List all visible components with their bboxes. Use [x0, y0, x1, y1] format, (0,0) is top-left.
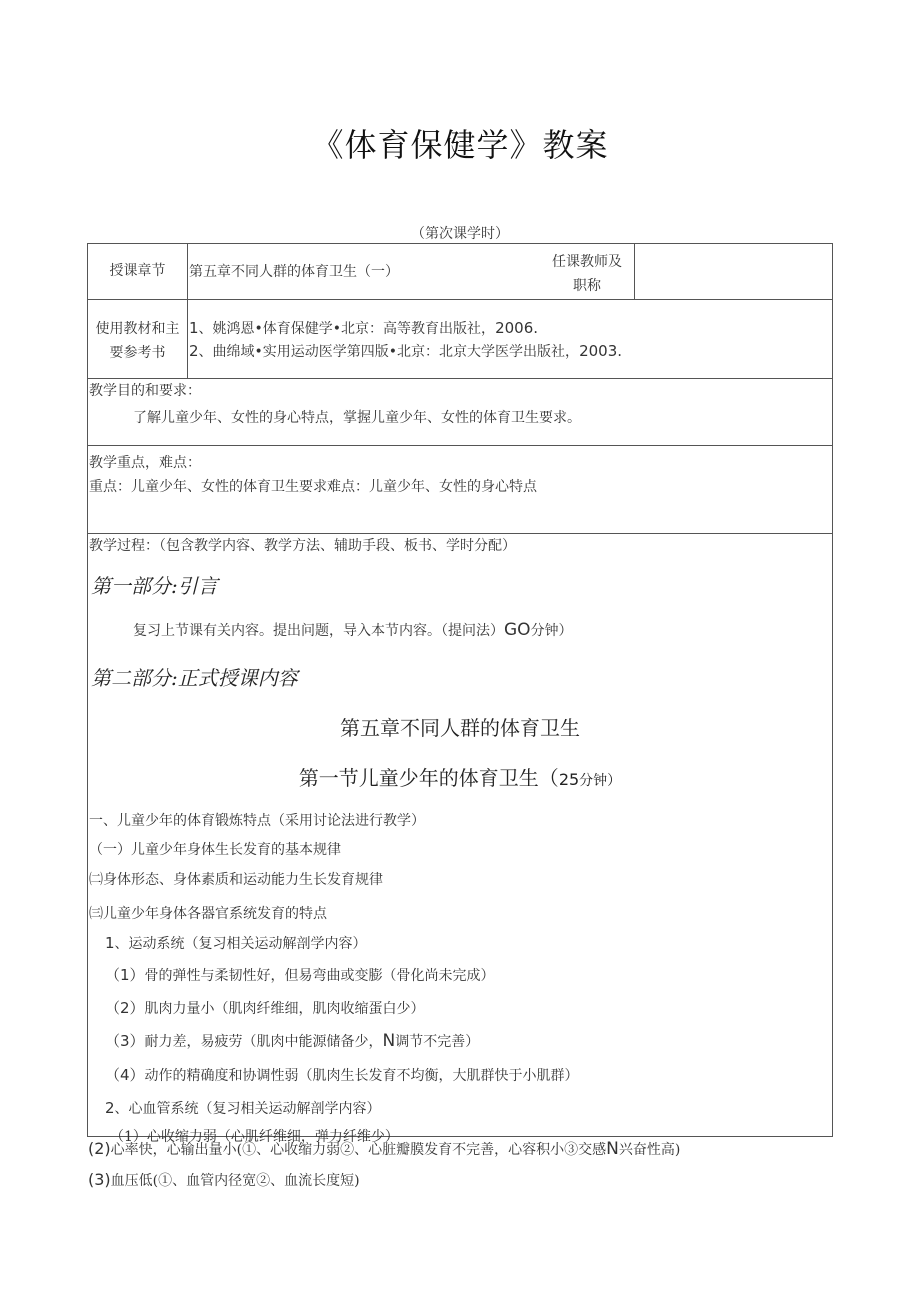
- teacher-label-line2: 职称: [573, 278, 601, 294]
- point-2-text: 肌肉力量小（肌肉纤维细，肌肉收缩蛋白少）: [144, 1001, 425, 1017]
- point-4-text: 动作的精确度和协调性弱（肌肉生长发育不均衡，大肌群快于小肌群）: [144, 1068, 579, 1084]
- point-3-n: N: [382, 1031, 396, 1051]
- row-divider-4: [87, 533, 833, 534]
- point-4: [105, 1064, 579, 1085]
- item-4: ㈢儿童少年身体各器官系统发育的特点: [89, 906, 327, 922]
- outside-line-1: [88, 1139, 680, 1159]
- clipped-line: （1）心收缩力弱（心肌纤维细，弹力纤维少）: [110, 1129, 399, 1145]
- teacher-value-divider: [634, 243, 635, 299]
- section-heading: [0, 762, 920, 791]
- goals-text: 了解儿童少年、女性的身心特点，掌握儿童少年、女性的体育卫生要求。: [133, 410, 581, 426]
- row-divider-2: [87, 378, 833, 379]
- keypoints-label: 教学重点，难点：: [89, 455, 201, 471]
- outside-line-2-text: 血压低(①、血管内径宽②、血流长度短): [110, 1173, 360, 1189]
- part2-heading: 第二部分:正式授课内容: [91, 666, 298, 690]
- subsection-1-number: 1: [105, 934, 115, 952]
- point-3-text: 耐力差，易疲劳（肌肉中能源储备少，: [144, 1034, 383, 1050]
- point-1-number: （1）: [105, 966, 145, 984]
- outside-line-2-number: (3): [88, 1170, 111, 1189]
- part1-heading: 第一部分:引言: [91, 574, 218, 598]
- label-column-divider: [187, 243, 188, 378]
- teacher-label-line1: 任课教师及: [552, 254, 622, 270]
- point-3-number: （3）: [105, 1032, 145, 1050]
- outside-line-2: [88, 1170, 360, 1190]
- part1-text: [133, 620, 573, 640]
- references-label-line1: 使用教材和主: [95, 321, 180, 337]
- point-2: [105, 997, 425, 1018]
- row-divider-1: [87, 299, 833, 300]
- reference-2-number: 2: [189, 342, 199, 360]
- outside-line-1-number: (2): [88, 1139, 111, 1158]
- references-label: [88, 317, 187, 365]
- point-4-number: （4）: [105, 1066, 145, 1084]
- item-3: ㈡身体形态、身体素质和运动能力生长发育规律: [89, 872, 383, 888]
- reference-2-text: 、曲绵域•实用运动医学第四版•北京：北京大学医学出版社，: [198, 344, 580, 360]
- goals-label: 教学目的和要求：: [89, 383, 201, 399]
- teacher-label: [540, 250, 634, 298]
- process-label: 教学过程：（包含教学内容、教学方法、辅助手段、板书、学时分配）: [89, 538, 516, 554]
- outside-line-1-n: N: [606, 1139, 619, 1159]
- subsection-1: [105, 933, 367, 953]
- reference-1-number: 1: [189, 319, 199, 337]
- subsection-2-number: 2: [105, 1099, 115, 1117]
- item-1: 一、儿童少年的体育锻炼特点（采用讨论法进行教学）: [89, 813, 425, 829]
- section-time-unit: 分钟）: [579, 773, 622, 789]
- subsection-1-text: 、运动系统（复习相关运动解剖学内容）: [114, 936, 367, 952]
- reference-1-text: 、姚鸿恩•体育保健学•北京：高等教育出版社，: [198, 321, 496, 337]
- reference-2-year: 2003.: [579, 342, 623, 360]
- references-label-line2: 要参考书: [109, 345, 166, 361]
- lesson-subtitle: （第次课学时）: [411, 226, 509, 242]
- part1-time-number: GO: [504, 620, 531, 640]
- part1-text-body: 复习上节课有关内容。提出问题，导入本节内容。（提问法）: [133, 623, 504, 639]
- chapter-value: 第五章不同人群的体育卫生（一）: [189, 264, 399, 280]
- outside-line-1-text: 心率快，心输出量小(①、心收缩力弱②、心脏瓣膜发育不完善，心容积小③交感: [110, 1142, 607, 1158]
- reference-1-year: 2006.: [495, 319, 539, 337]
- chapter-label: 授课章节: [109, 263, 166, 279]
- point-1-text: 骨的弹性与柔韧性好，但易弯曲或变膨（骨化尚未完成）: [144, 968, 495, 984]
- row-divider-3: [87, 445, 833, 446]
- point-3: [105, 1030, 479, 1051]
- chapter-heading: 第五章不同人群的体育卫生: [340, 716, 580, 740]
- clipped-line-container: [88, 1126, 832, 1145]
- outside-line-1-tail: 兴奋性高): [618, 1142, 681, 1158]
- keypoints-text: 重点：儿童少年、女性的体育卫生要求难点：儿童少年、女性的身心特点: [89, 479, 537, 495]
- item-2: （一）儿童少年身体生长发育的基本规律: [89, 842, 341, 858]
- page-title: 《体育保健学》教案: [311, 126, 609, 164]
- point-2-number: （2）: [105, 999, 145, 1017]
- part1-time-unit: 分钟）: [530, 623, 573, 639]
- reference-2: [189, 341, 622, 361]
- section-heading-text: 第一节儿童少年的体育卫生（: [298, 766, 559, 790]
- point-1: [105, 964, 495, 985]
- reference-1: [189, 318, 538, 338]
- subsection-2-text: 、心血管系统（复习相关运动解剖学内容）: [114, 1101, 381, 1117]
- point-3-tail: 调节不完善）: [395, 1034, 480, 1050]
- subsection-2: [105, 1098, 381, 1118]
- section-time-number: 25: [558, 770, 580, 789]
